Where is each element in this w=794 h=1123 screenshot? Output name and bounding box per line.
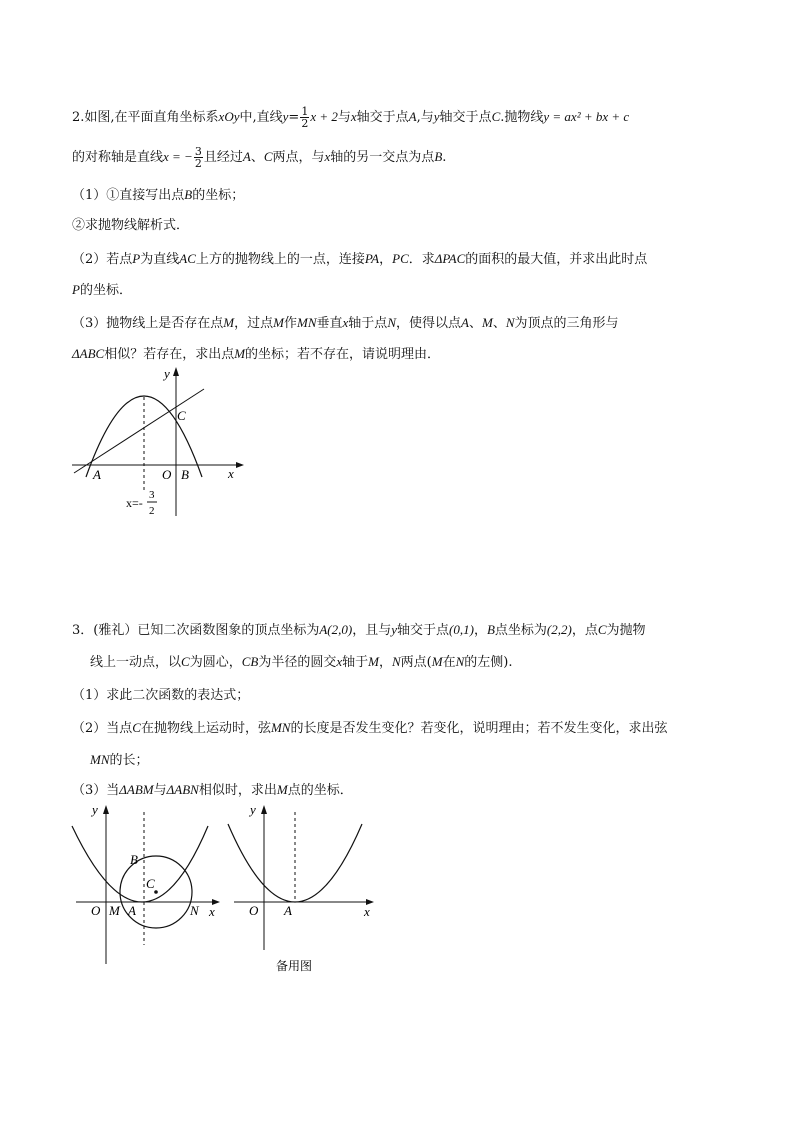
q2-math: C bbox=[491, 109, 501, 124]
q3-text: 相似时，求出 bbox=[198, 783, 277, 798]
q3-math: x bbox=[336, 654, 343, 669]
y-axis-arrow-icon bbox=[173, 367, 179, 376]
label-a: A bbox=[128, 903, 136, 918]
q2-text: 轴交于点 bbox=[439, 110, 492, 125]
q2-text: 作 bbox=[283, 316, 297, 331]
q2-math: y bbox=[282, 109, 289, 124]
line-ac bbox=[74, 389, 204, 473]
q2-text: 与 bbox=[337, 110, 351, 125]
q2-text: 、 bbox=[468, 316, 482, 331]
q3-text: ， bbox=[473, 623, 487, 638]
q3-math: M bbox=[368, 654, 379, 669]
frac-num: 3 bbox=[194, 145, 202, 158]
q2-math: C bbox=[263, 149, 273, 164]
q2-math: A bbox=[242, 149, 251, 164]
q2-part-1 bbox=[72, 187, 244, 204]
q2-part-2 bbox=[72, 251, 647, 268]
q2-text: . bbox=[442, 150, 447, 165]
q3-math: MN bbox=[90, 752, 110, 767]
q2-text: 的坐标． bbox=[79, 283, 132, 298]
label-x: x bbox=[209, 904, 215, 919]
label-y: y bbox=[164, 366, 170, 381]
q3-math: (0,1) bbox=[449, 622, 474, 637]
q3-math: CB bbox=[241, 654, 259, 669]
q3-math: MN bbox=[270, 720, 291, 735]
q3-text: 线上一动点，以 bbox=[90, 655, 182, 670]
q2-math: y = ax² + bx + c bbox=[543, 109, 630, 124]
label-o: O bbox=[249, 903, 259, 918]
q2-text: 为直线 bbox=[140, 252, 180, 267]
y-axis-arrow-icon bbox=[103, 805, 109, 814]
label-a: A bbox=[284, 903, 292, 918]
q2-text: ．求 bbox=[408, 252, 435, 267]
q2-math: ΔABC bbox=[72, 346, 105, 361]
q2-math: x bbox=[350, 109, 357, 124]
label-x: x bbox=[364, 904, 370, 919]
label-axis-eq: x=- bbox=[126, 496, 143, 510]
q2-math: ΔPAC bbox=[434, 251, 466, 266]
q3-math: M bbox=[276, 782, 288, 797]
q2-math: x bbox=[324, 149, 331, 164]
q2-text: 两点，与 bbox=[272, 150, 325, 165]
q2-text: .抛物线 bbox=[500, 110, 544, 125]
q2-math: MN bbox=[297, 315, 317, 330]
label-n: N bbox=[190, 903, 199, 918]
q3-math: A(2,0) bbox=[319, 622, 353, 637]
q2-part-3 bbox=[72, 315, 619, 332]
q2-text: （1）①直接写出点 bbox=[72, 188, 185, 203]
q2-math: M bbox=[223, 315, 235, 330]
q3-text: 的长度是否发生变化？若变化，说明理由；若不发生变化，求出弦 bbox=[290, 721, 668, 736]
q2-math: M bbox=[273, 315, 284, 330]
q3-part-2b bbox=[90, 752, 149, 769]
q3-text: 与 bbox=[153, 783, 167, 798]
q2-math: y bbox=[433, 109, 440, 124]
label-axis-den: 2 bbox=[149, 505, 155, 517]
q3-text: 在 bbox=[442, 655, 456, 670]
q2-text: （2）若点 bbox=[72, 252, 133, 267]
q3-text: 的长； bbox=[109, 753, 149, 768]
parabola-curve bbox=[72, 826, 208, 902]
q3-math: (2,2) bbox=[546, 622, 572, 637]
q2-math: x = − bbox=[163, 149, 193, 164]
q3-text: ，且与 bbox=[352, 623, 392, 638]
label-a: A bbox=[93, 467, 101, 482]
q3-text: 在抛物线上运动时，弦 bbox=[140, 721, 271, 736]
q3-text: （2）当点 bbox=[72, 721, 133, 736]
q2-text: ， bbox=[379, 252, 393, 267]
y-axis-arrow-icon bbox=[261, 805, 267, 814]
q3-text: （3）当 bbox=[72, 783, 120, 798]
q2-math: xOy bbox=[218, 109, 240, 124]
q2-fraction bbox=[300, 106, 309, 129]
q2-text: 相似？若存在，求出点 bbox=[104, 347, 235, 362]
figure-caption: 备用图 bbox=[276, 959, 313, 973]
q3-math: C bbox=[132, 720, 141, 735]
q3-math: C bbox=[597, 622, 607, 637]
label-b: B bbox=[181, 467, 189, 482]
q2-math: PA bbox=[364, 251, 380, 266]
q2-text: 的面积的最大值，并求出此时点 bbox=[465, 252, 648, 267]
label-o: O bbox=[91, 903, 101, 918]
q2-text: 的坐标；若不存在，请说明理由． bbox=[245, 347, 441, 362]
q2-line-2 bbox=[72, 146, 446, 169]
label-y: y bbox=[250, 802, 256, 817]
q3-math: B bbox=[486, 622, 495, 637]
q3-math: ΔABM bbox=[119, 782, 154, 797]
q2-text: 为顶点的三角形与 bbox=[514, 316, 619, 331]
q2-math: A bbox=[461, 315, 469, 330]
point-c-dot-icon bbox=[154, 890, 158, 894]
q3-text: 轴于 bbox=[342, 655, 369, 670]
q2-text: 2.如图,在平面直角坐标系 bbox=[72, 110, 219, 125]
q2-figure bbox=[64, 362, 254, 522]
q3-text: 两点( bbox=[400, 655, 432, 670]
q3-text: 点的坐标． bbox=[287, 783, 353, 798]
q3-part-3 bbox=[72, 782, 353, 799]
q3-text: ， bbox=[378, 655, 392, 670]
q2-math: P bbox=[132, 251, 141, 266]
q3-math: M bbox=[431, 654, 443, 669]
q3-part-2 bbox=[72, 720, 667, 737]
q3-math: y bbox=[391, 622, 397, 637]
label-b: B bbox=[130, 852, 138, 867]
label-o: O bbox=[162, 467, 172, 482]
q3-text: 为圆心， bbox=[189, 655, 242, 670]
q2-text: ，过点 bbox=[234, 316, 274, 331]
q3-text: 3．(雅礼）已知二次函数图象的顶点坐标为 bbox=[72, 623, 320, 638]
q3-part-1 bbox=[72, 688, 249, 704]
q3-line-2 bbox=[90, 654, 513, 671]
label-y: y bbox=[92, 802, 98, 817]
q2-text: 轴交于点 bbox=[356, 110, 409, 125]
q2-text: 的坐标； bbox=[192, 188, 245, 203]
q3-math: N bbox=[392, 654, 401, 669]
q2-math: P bbox=[72, 282, 80, 297]
q2-text: ,与 bbox=[416, 110, 434, 125]
q2-math: x bbox=[342, 315, 349, 330]
q2-text: 垂直 bbox=[316, 316, 343, 331]
q2-math: = bbox=[288, 110, 300, 125]
q2-text: 、 bbox=[250, 150, 264, 165]
q2-text: （3）抛物线上是否存在点 bbox=[72, 316, 224, 331]
label-c: C bbox=[146, 876, 155, 891]
q2-fraction bbox=[194, 146, 203, 169]
q3-text: 轴交于点 bbox=[397, 623, 450, 638]
q2-math: B bbox=[184, 187, 193, 202]
q2-text: 轴的另一交点为点 bbox=[330, 150, 435, 165]
q2-text: 轴于点 bbox=[348, 316, 388, 331]
x-axis-arrow-icon bbox=[236, 462, 244, 468]
q2-part-2b bbox=[72, 282, 132, 299]
q2-math: A bbox=[408, 109, 417, 124]
q3-text: （1）求此二次函数的表达式； bbox=[72, 688, 250, 703]
q2-part-1b bbox=[72, 218, 189, 234]
q3-figure-1 bbox=[66, 800, 226, 970]
q3-text: ，点 bbox=[571, 623, 598, 638]
q2-math: M bbox=[234, 346, 246, 361]
frac-num: 1 bbox=[301, 105, 309, 118]
q2-text: 中,直线 bbox=[239, 110, 283, 125]
q2-text: 且经过 bbox=[203, 150, 243, 165]
q3-math: C bbox=[181, 654, 190, 669]
q2-math: M bbox=[481, 315, 493, 330]
label-x: x bbox=[228, 466, 234, 481]
q3-math: N bbox=[455, 654, 465, 669]
label-m: M bbox=[109, 903, 120, 918]
q3-text: 为抛物 bbox=[606, 623, 646, 638]
q2-math: N bbox=[387, 315, 396, 330]
q2-text: 的对称轴是直线 bbox=[72, 150, 164, 165]
q2-part-3b bbox=[72, 346, 440, 363]
label-axis-num: 3 bbox=[149, 489, 155, 501]
q2-math: B bbox=[434, 149, 443, 164]
q2-text: 、 bbox=[492, 316, 506, 331]
q3-text: 为半径的圆交 bbox=[258, 655, 337, 670]
q2-math: N bbox=[505, 315, 515, 330]
q3-text: 的左侧). bbox=[464, 655, 513, 670]
q2-math: x + 2 bbox=[310, 109, 338, 124]
frac-den: 2 bbox=[194, 157, 202, 170]
q2-math: AC bbox=[179, 251, 196, 266]
q2-line-1 bbox=[72, 106, 629, 129]
q3-figure-2 bbox=[224, 800, 384, 980]
q2-math: PC bbox=[392, 251, 409, 266]
q3-line-1 bbox=[72, 622, 646, 639]
q2-text: ，使得以点 bbox=[395, 316, 461, 331]
q2-text: ②求抛物线解析式． bbox=[72, 218, 190, 233]
q3-text: 点坐标为 bbox=[494, 623, 547, 638]
frac-den: 2 bbox=[301, 117, 309, 130]
q2-text: 上方的抛物线上的一点，连接 bbox=[195, 252, 365, 267]
label-c: C bbox=[177, 408, 186, 423]
q3-math: ΔABN bbox=[166, 782, 199, 797]
